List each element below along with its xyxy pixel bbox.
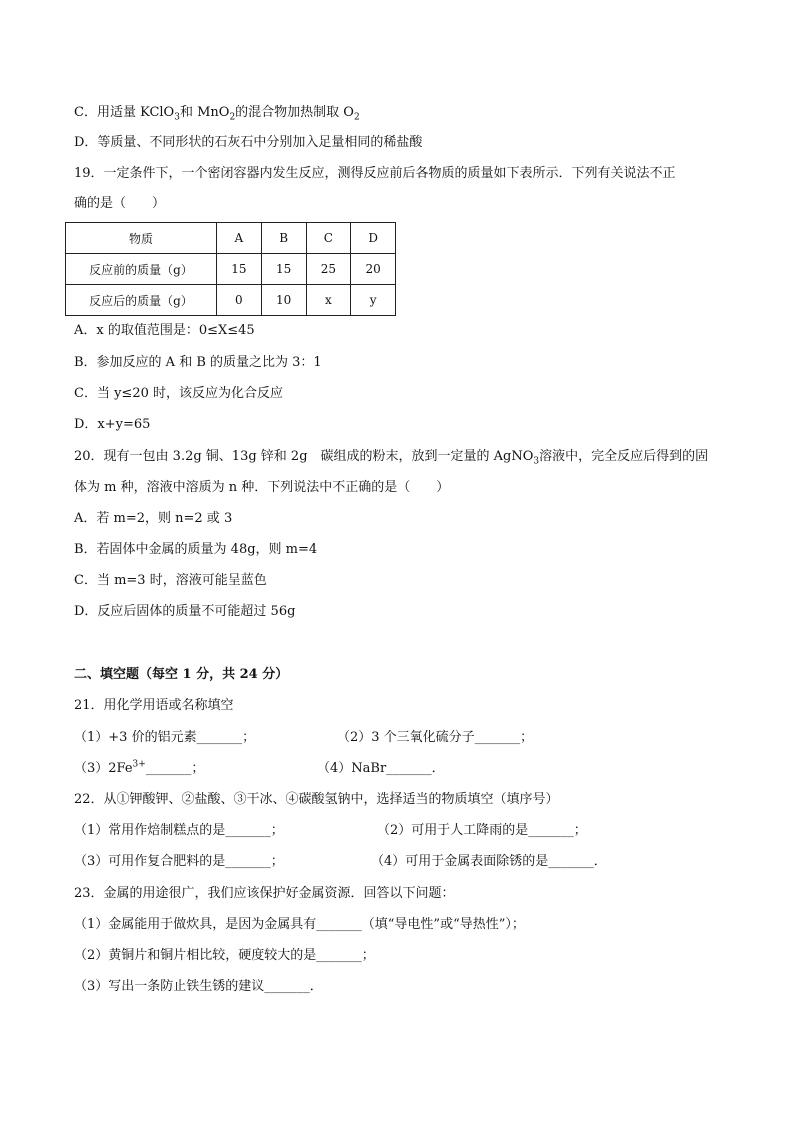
q21-part4: （4）NaBr_______． bbox=[317, 761, 445, 776]
section-heading: 二、填空题（每空 1 分，共 24 分） bbox=[74, 667, 289, 682]
q18-option-c: C．用适量 KClO$_3$和 MnO$_2$的混合物加热制取 $O_2$ bbox=[74, 105, 360, 123]
q22-part1: （1）常用作焙制糕点的是_______； bbox=[74, 823, 284, 838]
q20-option-a: A．若 m=2，则 n=2 或 3 bbox=[74, 511, 233, 526]
table-cell: 10 bbox=[261, 285, 306, 316]
q20-stem-line1: 20．现有一包由 3.2g 铜、13g 锌和 2g 碳组成的粉末，放到一定量的 AgNO$_3$溶液中，完全反应后得到的固 bbox=[74, 449, 709, 467]
table-cell: 25 bbox=[306, 254, 351, 285]
table-cell: 15 bbox=[261, 254, 306, 285]
q19-mass-table bbox=[65, 222, 396, 316]
q19-stem-line1: 19．一定条件下，一个密闭容器内发生反应，测得反应前后各物质的质量如下表所示．下列有关说法不正 bbox=[74, 166, 676, 181]
table-cell: 反应后的质量（g） bbox=[66, 285, 217, 316]
table-cell: 15 bbox=[217, 254, 262, 285]
q21-stem: 21．用化学用语或名称填空 bbox=[74, 698, 234, 713]
q20-stem-line2: 体为 m 种，溶液中溶质为 n 种．下列说法中不正确的是（ ） bbox=[74, 480, 450, 495]
q18-option-d: D．等质量、不同形状的石灰石中分别加入足量相同的稀盐酸 bbox=[74, 135, 423, 150]
table-cell: A bbox=[217, 223, 262, 254]
table-cell: 20 bbox=[351, 254, 396, 285]
table-cell: 物质 bbox=[66, 223, 217, 254]
table-cell: D bbox=[351, 223, 396, 254]
q21-part2: （2）3 个三氧化硫分子_______； bbox=[337, 730, 534, 745]
q22-stem: 22．从①钾酸钾、②盐酸、③干冰、④碳酸氢钠中，选择适当的物质填空（填序号） bbox=[74, 792, 559, 807]
table-cell: C bbox=[306, 223, 351, 254]
table-row bbox=[66, 285, 396, 316]
table-header-row bbox=[66, 223, 396, 254]
q19-option-a: A．x 的取值范围是：0≤X≤45 bbox=[74, 323, 255, 338]
q20-option-b: B．若固体中金属的质量为 48g，则 m=4 bbox=[74, 542, 318, 557]
table-cell: 反应前的质量（g） bbox=[66, 254, 217, 285]
q20-option-d: D．反应后固体的质量不可能超过 56g bbox=[74, 604, 296, 619]
q19-stem-line2: 确的是（ ） bbox=[74, 196, 166, 211]
q19-option-d: D．x+y=65 bbox=[74, 417, 151, 432]
q19-option-b: B．参加反应的 A 和 B 的质量之比为 3：1 bbox=[74, 355, 322, 370]
table-cell: 0 bbox=[217, 285, 262, 316]
q23-part2: （2）黄铜片和铜片相比较，硬度较大的是_______； bbox=[74, 948, 375, 963]
q22-part3: （3）可用作复合肥料的是_______； bbox=[74, 854, 284, 869]
q22-part2: （2）可用于人工降雨的是_______； bbox=[377, 823, 587, 838]
q19-option-c: C．当 y≤20 时，该反应为化合反应 bbox=[74, 386, 283, 401]
q20-option-c: C．当 m=3 时，溶液可能呈蓝色 bbox=[74, 573, 267, 588]
q21-part1: （1）+3 价的铝元素_______； bbox=[74, 730, 256, 745]
q23-stem: 23．金属的用途很广，我们应该保护好金属资源．回答以下问题： bbox=[74, 886, 455, 901]
table-cell: B bbox=[261, 223, 306, 254]
table-cell: y bbox=[351, 285, 396, 316]
q23-part3: （3）写出一条防止铁生锈的建议_______． bbox=[74, 979, 323, 994]
q23-part1: （1）金属能用于做炊具，是因为金属具有_______（填“导电性”或“导热性”）； bbox=[74, 917, 525, 932]
q21-part3: $(3)2Fe^{3+}\_\_\_\_\_\_\_$； bbox=[74, 759, 205, 776]
q22-part4: （4）可用于金属表面除锈的是_______． bbox=[371, 854, 607, 869]
table-cell: x bbox=[306, 285, 351, 316]
table-row bbox=[66, 254, 396, 285]
